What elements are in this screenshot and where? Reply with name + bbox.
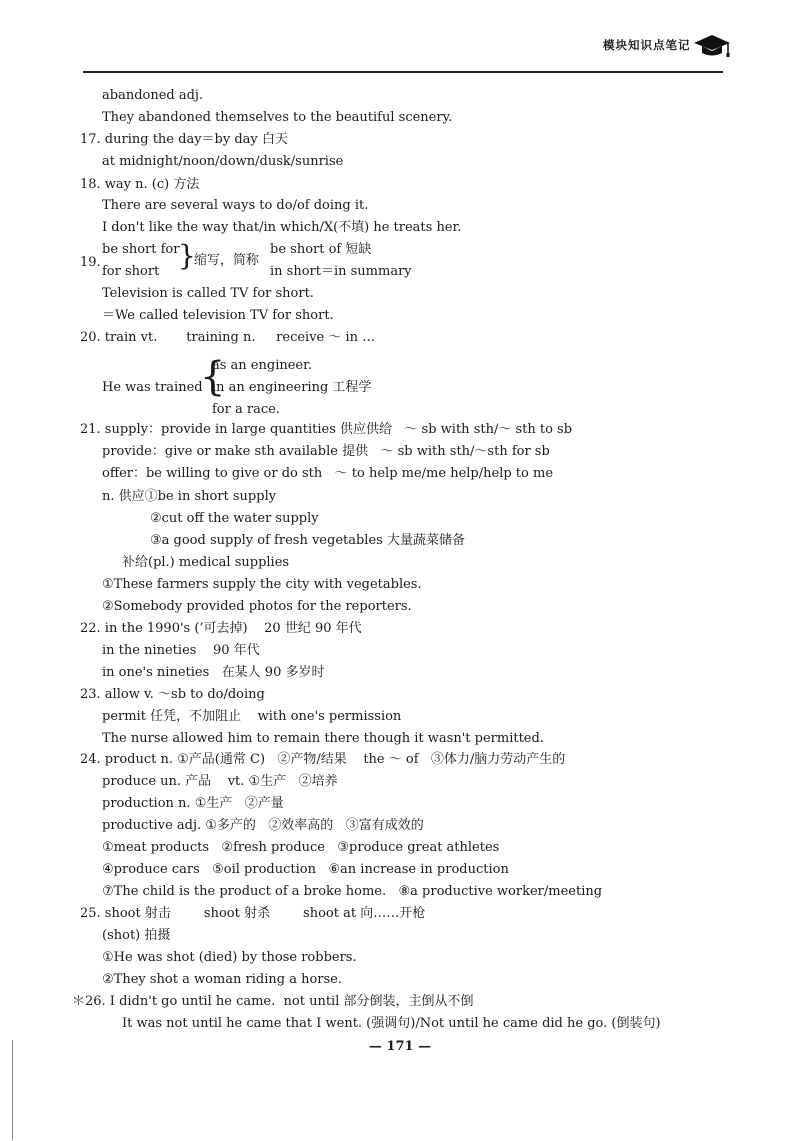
text-line: The nurse allowed him to remain there though it wasn't permitted. <box>102 731 544 746</box>
text-line: ①meat products ②fresh produce ③produce great athletes <box>102 840 500 855</box>
text-line: ②cut off the water supply <box>150 511 319 526</box>
text-line: for short <box>102 264 160 279</box>
text-line: Television is called TV for short. <box>102 286 314 301</box>
text-line: be short of 短缺 <box>270 242 372 257</box>
text-line: ①He was shot (died) by those robbers. <box>102 950 357 965</box>
text-line: He was trained <box>102 380 203 395</box>
text-line: 20. train vt. training n. receive ～ in … <box>80 330 376 345</box>
header-rule <box>83 71 723 73</box>
text-line: in one's nineties 在某人 90 多岁时 <box>102 665 325 680</box>
header-title: 模块知识点笔记 <box>603 38 691 52</box>
brace: { <box>200 354 226 400</box>
text-line: 22. in the 1990's (’可去掉) 20 世纪 90 年代 <box>80 621 362 636</box>
graduation-cap-icon <box>692 32 732 58</box>
text-line: be short for <box>102 242 180 257</box>
text-line: ③a good supply of fresh vegetables 大量蔬菜储备 <box>150 533 465 548</box>
text-line: ①These farmers supply the city with vegetables. <box>102 577 422 592</box>
text-line: (shot) 拍摄 <box>102 928 171 943</box>
text-line: permit 任凭，不加阻止 with one's permission <box>102 709 402 724</box>
text-line: offer：be willing to give or do sth ～ to help me/me help/help to me <box>102 466 554 481</box>
text-line: produce un. 产品 vt. ①生产 ②培养 <box>102 774 338 789</box>
text-line: productive adj. ①多产的 ②效率高的 ③富有成效的 <box>102 818 424 833</box>
text-line: 17. during the day＝by day 白天 <box>80 132 288 147</box>
text-line: 25. shoot 射击 shoot 射杀 shoot at 向……开枪 <box>80 906 426 921</box>
text-line: 缩写，简称 <box>194 253 260 268</box>
text-line: as an engineer. <box>212 358 313 373</box>
text-line: They abandoned themselves to the beautiful scenery. <box>102 110 453 125</box>
text-line: 21. supply：provide in large quantities 供应供给 ～ sb with sth/～ sth to sb <box>80 422 573 437</box>
text-line: There are several ways to do/of doing it. <box>102 198 369 213</box>
text-line: in short＝in summary <box>270 264 412 279</box>
text-line: at midnight/noon/down/dusk/sunrise <box>102 154 344 169</box>
margin-line <box>12 1040 13 1140</box>
text-line: It was not until he came that I went. (强调句)/Not until he came did he go. (倒装句) <box>122 1016 661 1031</box>
text-line: ＝We called television TV for short. <box>102 308 334 323</box>
text-line: abandoned adj. <box>102 88 204 103</box>
text-line: 补给(pl.) medical supplies <box>122 555 290 570</box>
item-number: 19. <box>80 255 101 270</box>
text-line: ④produce cars ⑤oil production ⑥an increase in production <box>102 862 509 877</box>
brace: } <box>178 239 196 272</box>
text-line: ②Somebody provided photos for the reporters. <box>102 599 412 614</box>
text-line: 23. allow v. ～sb to do/doing <box>80 687 265 702</box>
text-line: 24. product n. ①产品(通常 C) ②产物/结果 the ～ of ③体力/脑力劳动产生的 <box>80 752 566 767</box>
text-line: ＊26. I didn't go until he came. not until 部分倒装，主倒从不倒 <box>72 994 474 1009</box>
text-line: n. 供应①be in short supply <box>102 489 277 504</box>
text-line: in the nineties 90 年代 <box>102 643 260 658</box>
text-line: in an engineering 工程学 <box>212 380 372 395</box>
text-line: ⑦The child is the product of a broke home. ⑧a productive worker/meeting <box>102 884 603 899</box>
text-line: I don't like the way that/in which/X(不填) he treats her. <box>102 220 462 235</box>
text-line: ②They shot a woman riding a horse. <box>102 972 342 987</box>
text-line: 18. way n. (c) 方法 <box>80 177 200 192</box>
text-line: production n. ①生产 ②产量 <box>102 796 284 811</box>
text-line: for a race. <box>212 402 280 417</box>
page-number: — 171 — <box>368 1039 432 1054</box>
text-line: provide：give or make sth available 提供 ～ sb with sth/～sth for sb <box>102 444 550 459</box>
